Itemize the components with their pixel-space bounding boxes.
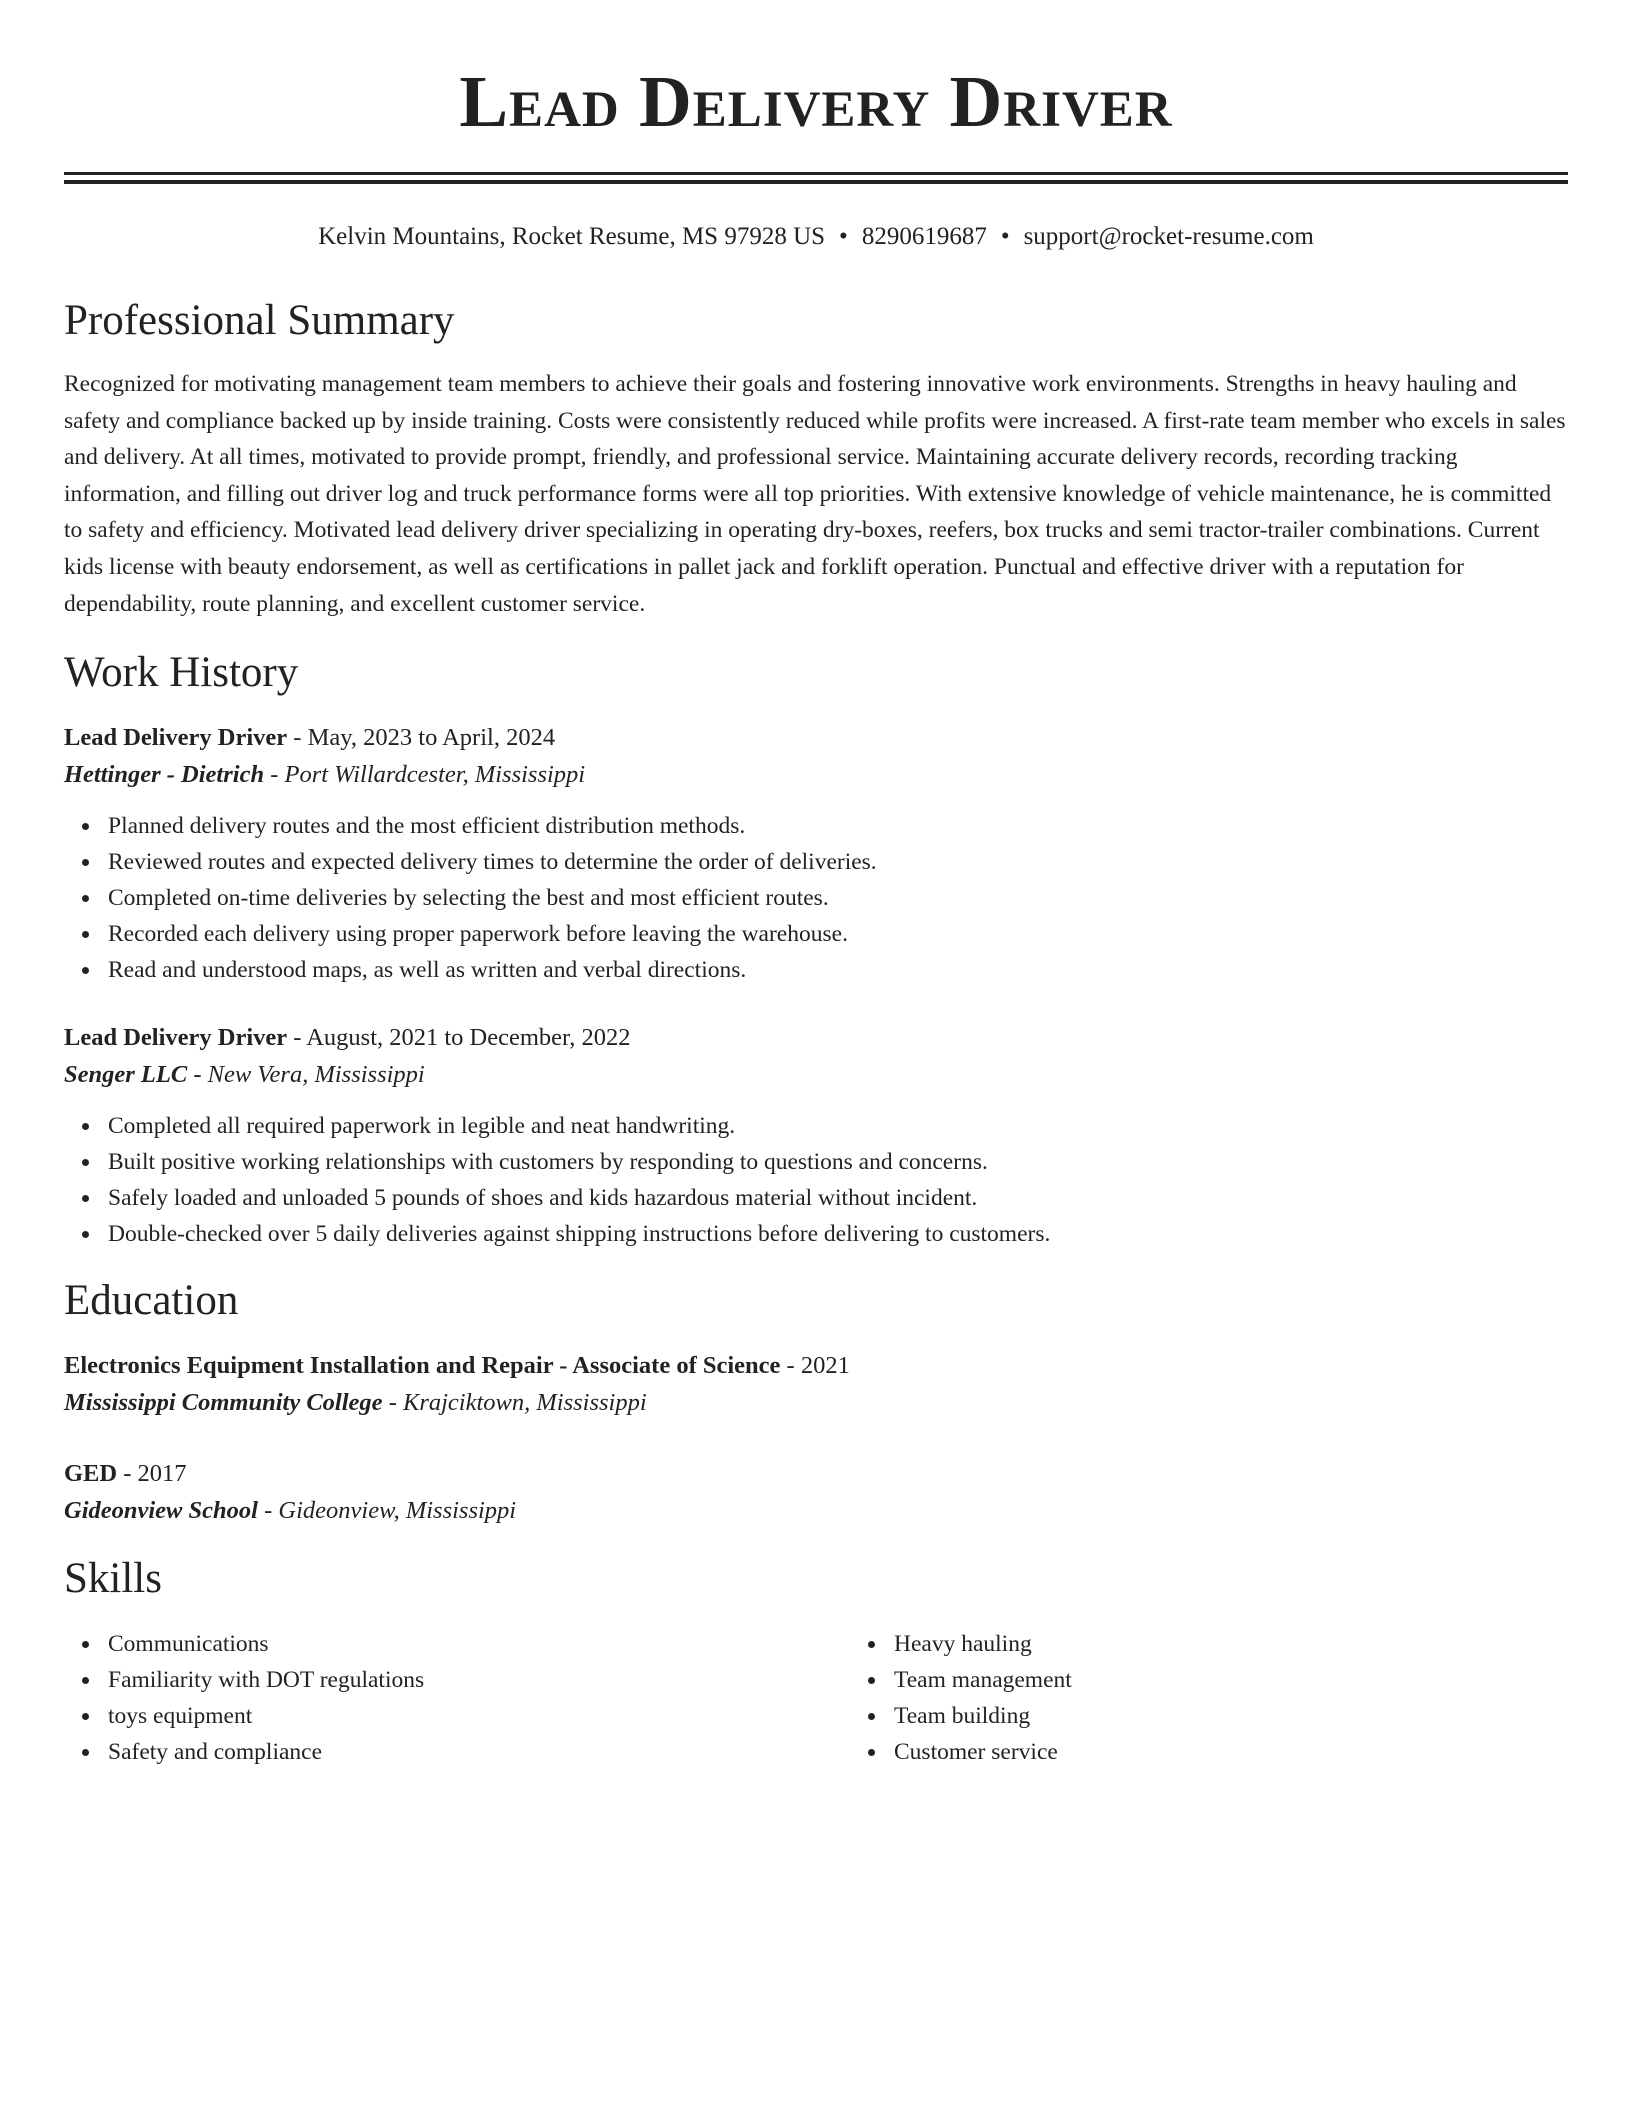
contact-phone: 8290619687 bbox=[861, 223, 987, 250]
section-title-summary: Professional Summary bbox=[64, 297, 455, 344]
skill-item: Familiarity with DOT regulations bbox=[108, 1662, 850, 1698]
list-item: Safely loaded and unloaded 5 pounds of shoes and kids hazardous material without incident. bbox=[108, 1180, 1568, 1216]
job-company: Hettinger - Dietrich bbox=[64, 761, 265, 789]
education-entry bbox=[64, 1456, 1568, 1530]
education-school: Gideonview School bbox=[64, 1497, 258, 1525]
job-title-line: Lead Delivery Driver - May, 2023 to April, 2024 bbox=[64, 724, 556, 752]
contact-email[interactable]: support@rocket-resume.com bbox=[1023, 223, 1314, 250]
job-location: New Vera, Mississippi bbox=[207, 1061, 425, 1089]
education-degree: Electronics Equipment Installation and Repair - Associate of Science bbox=[64, 1352, 781, 1380]
job-location: Port Willardcester, Mississippi bbox=[284, 761, 586, 789]
list-item: Read and understood maps, as well as written and verbal directions. bbox=[108, 952, 1568, 988]
education-degree-line: Electronics Equipment Installation and Repair - Associate of Science - 2021 bbox=[64, 1352, 850, 1380]
education-school-line: Gideonview School - Gideonview, Mississippi bbox=[64, 1497, 517, 1525]
list-item: Completed all required paperwork in legible and neat handwriting. bbox=[108, 1108, 1568, 1144]
skills-column-left bbox=[64, 1626, 850, 1770]
list-item: Double-checked over 5 daily deliveries against shipping instructions before delivering to customers. bbox=[108, 1216, 1568, 1252]
skill-item: Safety and compliance bbox=[108, 1734, 850, 1770]
list-item: Completed on-time deliveries by selecting the best and most efficient routes. bbox=[108, 880, 1568, 916]
section-title-work-history: Work History bbox=[64, 649, 299, 697]
skill-item: Heavy hauling bbox=[894, 1626, 1072, 1662]
skills-grid bbox=[64, 1626, 1568, 1770]
summary-text: Recognized for motivating management team members to achieve their goals and fostering innovative work environments. Strengths in heavy hauling and safety and compliance backed up by inside training. Costs were consistently reduced while profits were increased. A first-rate team member who excels in sales and delivery. At all times, motivated to provide prompt, friendly, and professional service. Maintaining accurate delivery records, recording tracking information, and filling out driver log and truck performance forms were all top priorities. With extensive knowledge of vehicle maintenance, he is committed to safety and efficiency. Motivated lead delivery driver specializing in operating dry-boxes, reefers, box trucks and semi tractor-trailer combinations. Current kids license with beauty endorsement, as well as certifications in pallet jack and forklift operation. Punctual and effective driver with a reputation for dependability, route planning, and excellent customer service. bbox=[64, 371, 1566, 617]
skill-item: Team building bbox=[894, 1698, 1072, 1734]
education-location: Krajciktown, Mississippi bbox=[402, 1389, 647, 1417]
skill-item: Communications bbox=[108, 1626, 850, 1662]
candidate-name: Lead Delivery Driver bbox=[459, 61, 1173, 142]
education-school: Mississippi Community College bbox=[64, 1389, 383, 1417]
skill-item: toys equipment bbox=[108, 1698, 850, 1734]
contact-address: Kelvin Mountains, Rocket Resume, MS 97928 US bbox=[318, 223, 826, 250]
skills-column-right bbox=[850, 1626, 1072, 1770]
section-title-skills: Skills bbox=[64, 1555, 162, 1603]
job-entry bbox=[64, 1020, 1568, 1252]
job-role: Lead Delivery Driver bbox=[64, 724, 288, 752]
contact-separator: • bbox=[839, 223, 848, 250]
education-year: 2017 bbox=[137, 1460, 187, 1488]
skill-item: Customer service bbox=[894, 1734, 1072, 1770]
education-degree: GED bbox=[64, 1460, 118, 1488]
list-item: Planned delivery routes and the most efficient distribution methods. bbox=[108, 808, 1568, 844]
skill-item: Team management bbox=[894, 1662, 1072, 1698]
education-school-line: Mississippi Community College - Krajciktown, Mississippi bbox=[64, 1389, 647, 1417]
list-item: Built positive working relationships with customers by responding to questions and concerns. bbox=[108, 1144, 1568, 1180]
job-dates: May, 2023 to April, 2024 bbox=[307, 724, 556, 752]
education-degree-line: GED - 2017 bbox=[64, 1460, 187, 1488]
list-item: Reviewed routes and expected delivery times to determine the order of deliveries. bbox=[108, 844, 1568, 880]
job-duties bbox=[64, 808, 1568, 988]
job-duties bbox=[64, 1108, 1568, 1252]
education-location: Gideonview, Mississippi bbox=[278, 1497, 517, 1525]
job-role: Lead Delivery Driver bbox=[64, 1024, 288, 1052]
job-company-line: Hettinger - Dietrich - Port Willardcester, Mississippi bbox=[64, 761, 586, 789]
job-company: Senger LLC bbox=[64, 1061, 188, 1089]
education-entry bbox=[64, 1348, 1568, 1422]
contact-line bbox=[64, 220, 1568, 254]
job-company-line: Senger LLC - New Vera, Mississippi bbox=[64, 1061, 425, 1089]
list-item: Recorded each delivery using proper paperwork before leaving the warehouse. bbox=[108, 916, 1568, 952]
job-title-line: Lead Delivery Driver - August, 2021 to December, 2022 bbox=[64, 1024, 631, 1052]
section-title-education: Education bbox=[64, 1277, 239, 1325]
contact-separator: • bbox=[1000, 223, 1010, 250]
job-dates: August, 2021 to December, 2022 bbox=[306, 1024, 631, 1052]
education-year: 2021 bbox=[800, 1352, 850, 1380]
header-divider bbox=[64, 172, 1568, 184]
job-entry bbox=[64, 720, 1568, 988]
